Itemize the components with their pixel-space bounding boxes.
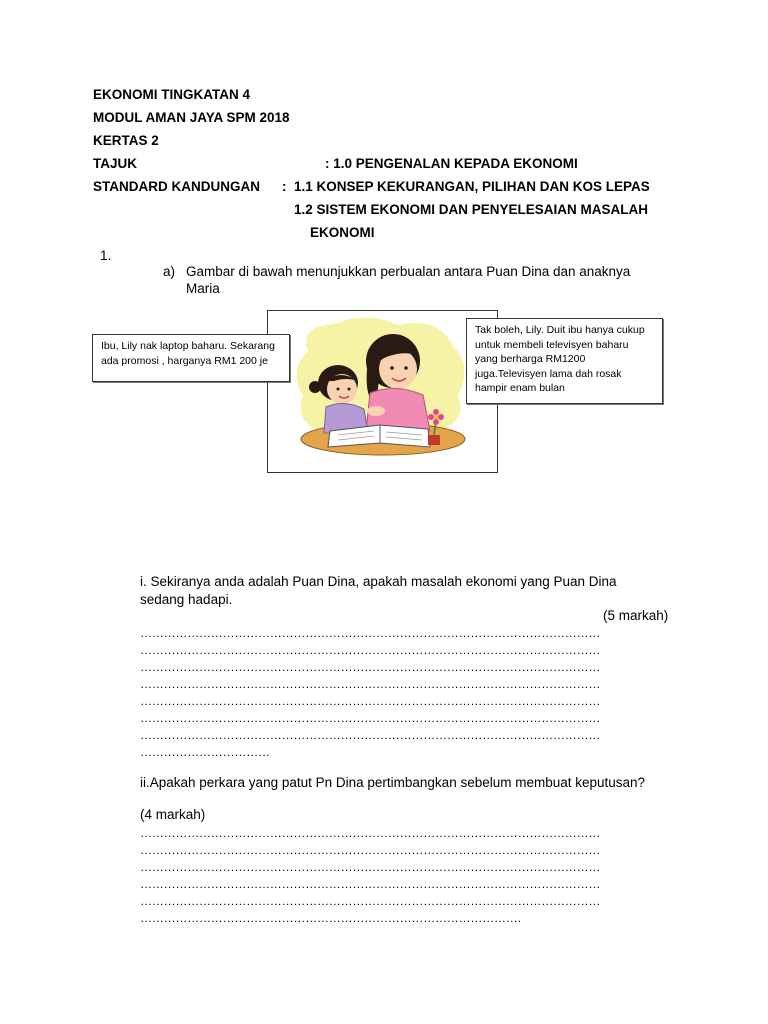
subject-heading: EKONOMI TINGKATAN 4 <box>93 87 250 102</box>
standard-label: STANDARD KANDUNGAN <box>93 179 260 194</box>
bubble-left-line: ada promosi , harganya RM1 200 je <box>101 354 268 367</box>
standard-item-2-line2: EKONOMI <box>310 225 375 240</box>
part-text-line1: Gambar di bawah menunjukkan perbualan antara Puan Dina dan anaknya <box>186 264 631 279</box>
subquestion-i-marks: (5 markah) <box>603 608 669 623</box>
subquestion-i-line1: i. Sekiranya anda adalah Puan Dina, apakah masalah ekonomi yang Puan Dina <box>140 574 617 589</box>
standard-item-2-line1: 1.2 SISTEM EKONOMI DAN PENYELESAIAN MASALAH <box>294 202 649 217</box>
answer-line[interactable]: …………………………… <box>140 745 270 759</box>
answer-line[interactable]: ……………………………………………………………………………………………………… <box>140 711 601 725</box>
mother-daughter-illustration <box>267 310 498 473</box>
bubble-right-line: untuk membeli televisyen baharu <box>475 338 629 351</box>
answer-line[interactable]: ……………………………………………………………………………………………………… <box>140 894 601 908</box>
question-number: 1. <box>100 248 112 263</box>
bubble-right-line: hampir enam bulan <box>475 382 565 394</box>
part-text-line2: Maria <box>186 281 220 296</box>
subquestion-ii-marks: (4 markah) <box>140 807 206 822</box>
answer-line[interactable]: ……………………………………………………………………………………………………… <box>140 626 601 640</box>
bubble-right-line: yang berharga RM1200 <box>475 353 586 365</box>
subquestion-ii-text: ii.Apakah perkara yang patut Pn Dina pertimbangkan sebelum membuat keputusan? <box>140 775 646 790</box>
reading-together-picture <box>268 311 496 471</box>
answer-line[interactable]: ……………………………………………………………………………………………………… <box>140 728 601 742</box>
topic-value: : 1.0 PENGENALAN KEPADA EKONOMI <box>325 156 578 171</box>
answer-line[interactable]: ……………………………………………………………………………………………………… <box>140 643 601 657</box>
answer-line[interactable]: ……………………………………………………………………………………………………… <box>140 677 601 691</box>
answer-line[interactable]: ……………………………………………………………………………………………………… <box>140 877 601 891</box>
answer-lines-ii[interactable] <box>140 825 600 927</box>
standard-item-1: 1.1 KONSEP KEKURANGAN, PILIHAN DAN KOS LEPAS <box>294 179 650 194</box>
answer-line[interactable]: ……………………………………………………………………………………………………… <box>140 660 601 674</box>
answer-lines-i[interactable] <box>140 625 600 761</box>
bubble-right-line: juga.Televisyen lama dah rosak <box>475 367 622 380</box>
answer-line[interactable]: ……………………………………………………………………………………. <box>140 911 521 925</box>
standard-colon: : <box>282 179 287 194</box>
subquestion-i-line2: sedang hadapi. <box>140 592 233 607</box>
daughter-speech-bubble <box>92 334 290 382</box>
module-heading: MODUL AMAN JAYA SPM 2018 <box>93 110 290 125</box>
paper-heading: KERTAS 2 <box>93 133 159 148</box>
part-label: a) <box>163 264 176 279</box>
answer-line[interactable]: ……………………………………………………………………………………………………… <box>140 843 601 857</box>
bubble-left-line: Ibu, Lily nak laptop baharu. Sekarang <box>101 340 275 352</box>
answer-line[interactable]: ……………………………………………………………………………………………………… <box>140 860 601 874</box>
answer-line[interactable]: ……………………………………………………………………………………………………… <box>140 694 601 708</box>
mother-speech-bubble <box>466 318 663 404</box>
answer-line[interactable]: ……………………………………………………………………………………………………… <box>140 826 601 840</box>
bubble-right-line: Tak boleh, Lily. Duit ibu hanya cukup <box>475 324 645 336</box>
topic-label: TAJUK <box>93 156 138 171</box>
